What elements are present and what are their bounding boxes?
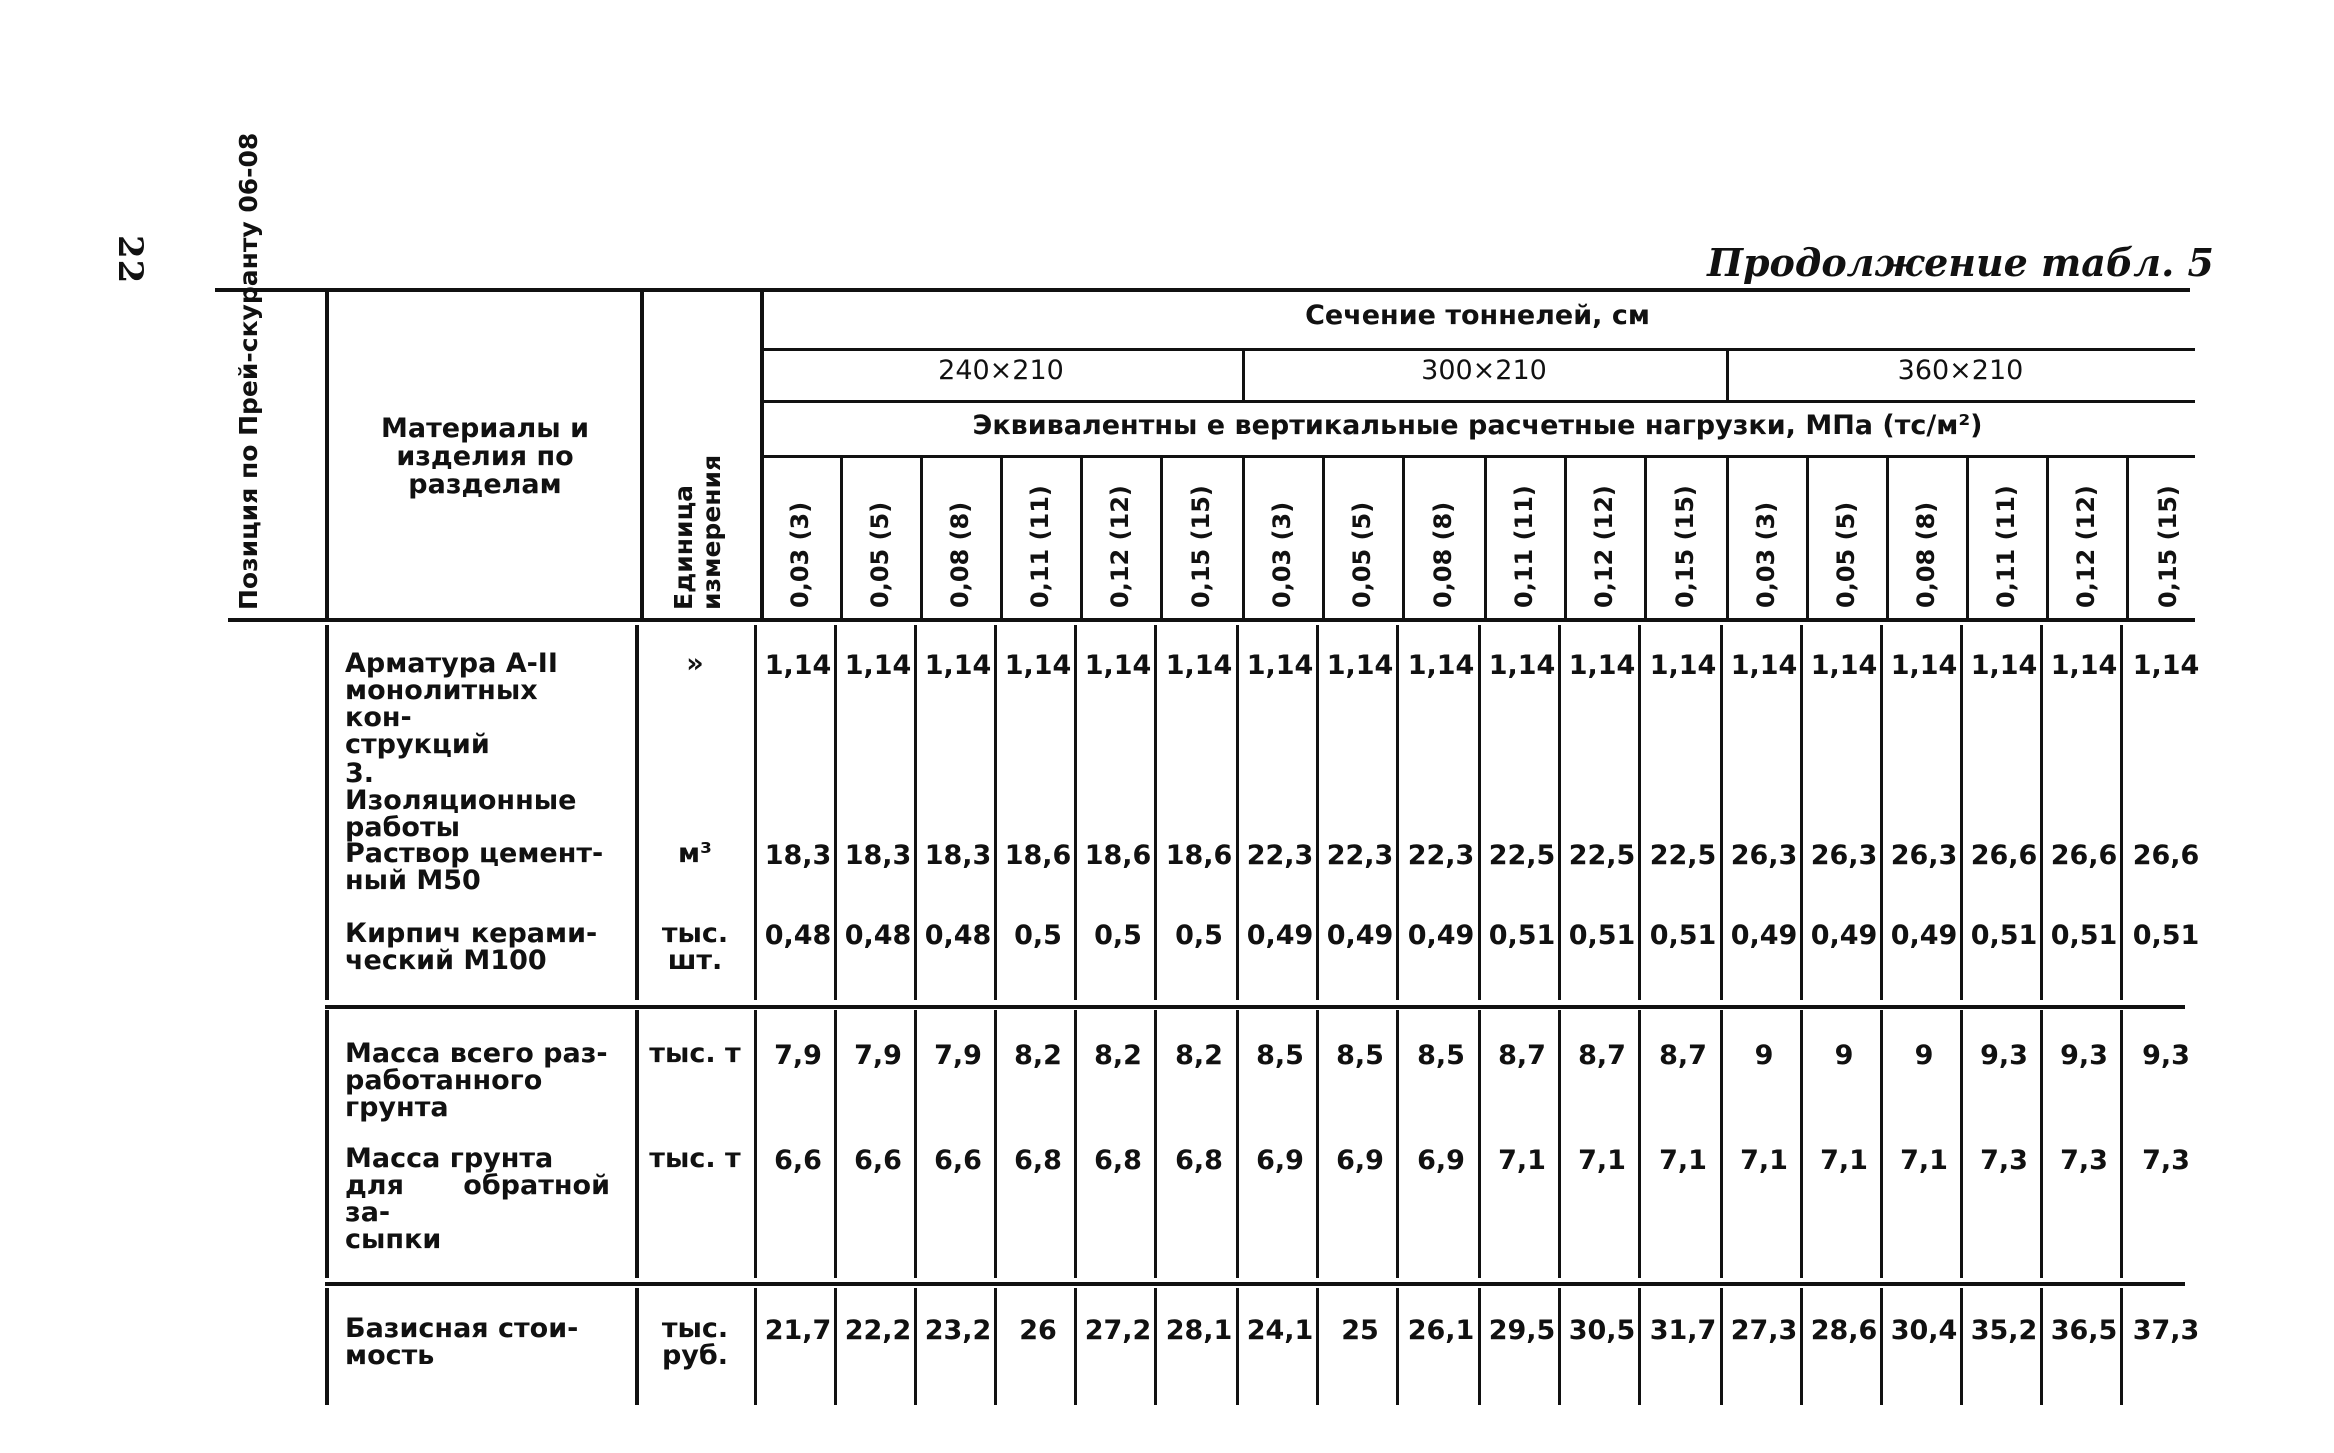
row-value-cell: 7,1 [1578, 1145, 1626, 1176]
column-divider [640, 292, 644, 618]
row-value-cell: 8,2 [1094, 1040, 1142, 1071]
column-divider [754, 625, 757, 1000]
row-value-cell: 8,5 [1336, 1040, 1384, 1071]
row-value-cell: 1,14 [924, 650, 992, 681]
row-value-cell: 0,51 [2132, 920, 2200, 951]
row-value-cell: 26,1 [1407, 1315, 1475, 1346]
row-value-cell: 7,1 [1900, 1145, 1948, 1176]
row-value-cell: 0,48 [764, 920, 832, 951]
row-value-cell: 8,2 [1175, 1040, 1223, 1071]
row-value-cell: 23,2 [924, 1315, 992, 1346]
column-divider [1322, 458, 1325, 618]
row-value-cell: 18,6 [1165, 840, 1233, 871]
row-value-cell: 18,6 [1004, 840, 1072, 871]
row-value-cell: 6,9 [1336, 1145, 1384, 1176]
header-load-value: 0,12 (12) [1106, 485, 1134, 608]
row-value-cell: 7,9 [934, 1040, 982, 1071]
column-divider [2126, 458, 2129, 618]
column-divider [635, 1010, 639, 1278]
row-unit: тыс. т [649, 1038, 741, 1069]
column-divider [1316, 1288, 1319, 1405]
column-divider [325, 625, 329, 1000]
rule-line [228, 618, 2195, 622]
row-value-cell: 1,14 [1246, 650, 1314, 681]
row-value-cell: 7,1 [1820, 1145, 1868, 1176]
column-divider [760, 292, 764, 618]
row-value-cell: 30,4 [1890, 1315, 1958, 1346]
row-value-cell: 9,3 [1980, 1040, 2028, 1071]
column-divider [1396, 1288, 1399, 1405]
header-group-2: 300×210 [1421, 355, 1547, 386]
row-value-cell: 22,5 [1488, 840, 1556, 871]
column-divider [840, 458, 843, 618]
row-value-cell: 7,3 [2060, 1145, 2108, 1176]
column-divider [325, 1288, 329, 1405]
column-divider [1806, 458, 1809, 618]
header-load-value: 0,15 (15) [2154, 485, 2182, 608]
column-divider [1074, 1288, 1077, 1405]
row-value-cell: 1,14 [2132, 650, 2200, 681]
row-value-cell: 18,3 [764, 840, 832, 871]
header-load-value: 0,15 (15) [1187, 485, 1215, 608]
row-unit: тыс. т [649, 1143, 741, 1174]
header-load-value: 0,05 (5) [866, 501, 894, 608]
header-load-value: 0,08 (8) [1429, 501, 1457, 608]
row-value-cell: 0,49 [1326, 920, 1394, 951]
header-load-value: 0,15 (15) [1671, 485, 1699, 608]
header-load-value: 0,05 (5) [1832, 501, 1860, 608]
header-materials: Материалы и изделия по разделам [380, 413, 590, 500]
row-value-cell: 0,51 [1488, 920, 1556, 951]
row-value-cell: 8,5 [1256, 1040, 1304, 1071]
row-value-cell: 1,14 [1810, 650, 1878, 681]
row-value-cell: 0,48 [924, 920, 992, 951]
column-divider [1160, 458, 1163, 618]
column-divider [635, 1288, 639, 1405]
row-value-cell: 0,5 [1175, 920, 1223, 951]
column-divider [1726, 458, 1729, 618]
row-material-name: Масса всего раз- работанного грунта [345, 1038, 608, 1123]
row-value-cell: 28,1 [1165, 1315, 1233, 1346]
row-value-cell: 7,3 [2142, 1145, 2190, 1176]
row-value-cell: 0,49 [1810, 920, 1878, 951]
row-value-cell: 9 [1754, 1040, 1774, 1071]
row-value-cell: 37,3 [2132, 1315, 2200, 1346]
row-material-name: Раствор цемент- ный М50 [345, 838, 604, 896]
row-value-cell: 8,2 [1014, 1040, 1062, 1071]
row-value-cell: 6,9 [1417, 1145, 1465, 1176]
column-divider [1880, 1288, 1883, 1405]
row-value-cell: 0,49 [1407, 920, 1475, 951]
row-value-cell: 7,1 [1659, 1145, 1707, 1176]
column-divider [754, 1010, 757, 1278]
row-value-cell: 25 [1341, 1315, 1379, 1346]
row-value-cell: 26,6 [1970, 840, 2038, 871]
header-load-value: 0,03 (3) [786, 501, 814, 608]
header-load-value: 0,03 (3) [1268, 501, 1296, 608]
row-value-cell: 9 [1834, 1040, 1854, 1071]
row-value-cell: 0,49 [1730, 920, 1798, 951]
column-divider [2120, 1288, 2123, 1405]
row-value-cell: 22,2 [844, 1315, 912, 1346]
row-value-cell: 1,14 [844, 650, 912, 681]
column-divider [1402, 458, 1405, 618]
row-value-cell: 18,6 [1084, 840, 1152, 871]
row-value-cell: 26,3 [1730, 840, 1798, 871]
row-value-cell: 1,14 [1890, 650, 1958, 681]
header-section-title: Сечение тоннелей, см [1305, 300, 1650, 331]
column-divider [1886, 458, 1889, 618]
header-group-3: 360×210 [1897, 355, 2024, 386]
row-value-cell: 1,14 [1407, 650, 1475, 681]
row-value-cell: 1,14 [1568, 650, 1636, 681]
row-value-cell: 0,51 [2050, 920, 2118, 951]
column-divider [1236, 1288, 1239, 1405]
header-position-column: Позиция по Прей-скуранту 06-08 [234, 132, 263, 610]
row-value-cell: 26,3 [1890, 840, 1958, 871]
column-divider [1644, 458, 1647, 618]
column-divider [635, 625, 639, 1000]
row-value-cell: 26,6 [2050, 840, 2118, 871]
header-load-value: 0,08 (8) [946, 501, 974, 608]
row-value-cell: 7,1 [1498, 1145, 1546, 1176]
column-divider [2040, 1288, 2043, 1405]
row-value-cell: 6,8 [1175, 1145, 1223, 1176]
row-value-cell: 29,5 [1488, 1315, 1556, 1346]
row-unit: » [686, 648, 704, 679]
row-value-cell: 22,3 [1326, 840, 1394, 871]
header-unit: Единица измерения [669, 454, 726, 610]
row-value-cell: 7,3 [1980, 1145, 2028, 1176]
row-unit: тыс. руб. [661, 1313, 729, 1371]
page-number: 22 [110, 235, 150, 285]
column-divider [1000, 458, 1003, 618]
row-value-cell: 26,3 [1810, 840, 1878, 871]
row-value-cell: 1,14 [1488, 650, 1556, 681]
row-value-cell: 22,3 [1407, 840, 1475, 871]
column-divider [1638, 1288, 1641, 1405]
row-value-cell: 6,8 [1094, 1145, 1142, 1176]
rule-line [215, 288, 2190, 292]
header-load-value: 0,11 (11) [1992, 485, 2020, 608]
row-value-cell: 6,9 [1256, 1145, 1304, 1176]
column-divider [325, 292, 329, 618]
row-value-cell: 6,8 [1014, 1145, 1062, 1176]
header-load-value: 0,08 (8) [1912, 501, 1940, 608]
row-value-cell: 6,6 [854, 1145, 902, 1176]
row-value-cell: 1,14 [1326, 650, 1394, 681]
header-load-value: 0,11 (11) [1026, 485, 1054, 608]
column-divider [1478, 1288, 1481, 1405]
header-load-value: 0,12 (12) [1590, 485, 1618, 608]
row-value-cell: 0,51 [1649, 920, 1717, 951]
row-value-cell: 7,9 [854, 1040, 902, 1071]
row-value-cell: 18,3 [924, 840, 992, 871]
row-value-cell: 9 [1914, 1040, 1934, 1071]
row-value-cell: 26 [1019, 1315, 1057, 1346]
row-value-cell: 1,14 [1004, 650, 1072, 681]
column-divider [1966, 458, 1969, 618]
row-value-cell: 6,6 [774, 1145, 822, 1176]
column-divider [994, 1288, 997, 1405]
row-material-name: Базисная стои- мость [345, 1313, 579, 1371]
row-value-cell: 0,49 [1890, 920, 1958, 951]
row-value-cell: 0,5 [1014, 920, 1062, 951]
row-value-cell: 24,1 [1246, 1315, 1314, 1346]
row-value-cell: 9,3 [2060, 1040, 2108, 1071]
row-material-name: 3. Изоляционные работы [345, 758, 577, 843]
row-value-cell: 26,6 [2132, 840, 2200, 871]
header-load-value: 0,11 (11) [1510, 485, 1538, 608]
row-value-cell: 22,3 [1246, 840, 1314, 871]
column-divider [754, 1288, 757, 1405]
row-value-cell: 21,7 [764, 1315, 832, 1346]
header-load-value: 0,05 (5) [1348, 501, 1376, 608]
column-divider [1564, 458, 1567, 618]
column-divider [1242, 458, 1245, 618]
header-load-value: 0,12 (12) [2072, 485, 2100, 608]
row-value-cell: 0,51 [1568, 920, 1636, 951]
row-value-cell: 28,6 [1810, 1315, 1878, 1346]
row-value-cell: 8,7 [1659, 1040, 1707, 1071]
row-value-cell: 1,14 [2050, 650, 2118, 681]
row-value-cell: 1,14 [1165, 650, 1233, 681]
row-material-name: Кирпич керами- ческий М100 [345, 918, 598, 976]
column-divider [1154, 1288, 1157, 1405]
row-unit: тыс. шт. [661, 918, 729, 976]
row-value-cell: 9,3 [2142, 1040, 2190, 1071]
row-value-cell: 1,14 [764, 650, 832, 681]
header-loads-title: Эквивалентны е вертикальные расчетные нагрузки, МПа (тс/м²) [972, 410, 1983, 441]
column-divider [325, 1010, 329, 1278]
header-load-value: 0,03 (3) [1752, 501, 1780, 608]
row-value-cell: 27,3 [1730, 1315, 1798, 1346]
row-value-cell: 0,49 [1246, 920, 1314, 951]
row-value-cell: 0,48 [844, 920, 912, 951]
rule-line [325, 1005, 2185, 1009]
column-divider [2046, 458, 2049, 618]
row-unit: м³ [678, 838, 712, 869]
row-value-cell: 0,5 [1094, 920, 1142, 951]
column-divider [1800, 1288, 1803, 1405]
rule-line [325, 1282, 2185, 1286]
row-value-cell: 27,2 [1084, 1315, 1152, 1346]
row-value-cell: 31,7 [1649, 1315, 1717, 1346]
row-value-cell: 8,7 [1498, 1040, 1546, 1071]
column-divider [914, 1288, 917, 1405]
row-value-cell: 35,2 [1970, 1315, 2038, 1346]
row-value-cell: 7,1 [1740, 1145, 1788, 1176]
row-value-cell: 18,3 [844, 840, 912, 871]
rule-line [760, 348, 2195, 351]
row-value-cell: 1,14 [1970, 650, 2038, 681]
row-value-cell: 22,5 [1568, 840, 1636, 871]
column-divider [834, 1288, 837, 1405]
row-value-cell: 22,5 [1649, 840, 1717, 871]
rule-line [760, 400, 2195, 403]
row-value-cell: 1,14 [1084, 650, 1152, 681]
row-value-cell: 0,51 [1970, 920, 2038, 951]
column-divider [1558, 1288, 1561, 1405]
column-divider [920, 458, 923, 618]
row-value-cell: 1,14 [1730, 650, 1798, 681]
column-divider [1484, 458, 1487, 618]
column-divider [1960, 1288, 1963, 1405]
header-group-1: 240×210 [938, 355, 1064, 386]
row-value-cell: 8,7 [1578, 1040, 1626, 1071]
row-material-name: Арматура А-II монолитных кон- струкций [345, 648, 558, 760]
row-value-cell: 36,5 [2050, 1315, 2118, 1346]
row-value-cell: 8,5 [1417, 1040, 1465, 1071]
row-material-name: Масса грунта для обратной за- сыпки [345, 1143, 610, 1255]
row-value-cell: 1,14 [1649, 650, 1717, 681]
row-value-cell: 6,6 [934, 1145, 982, 1176]
column-divider [1720, 1288, 1723, 1405]
continuation-caption: Продолжение табл. 5 [1707, 240, 2214, 285]
rule-line [760, 455, 2195, 458]
column-divider [1080, 458, 1083, 618]
row-value-cell: 30,5 [1568, 1315, 1636, 1346]
row-value-cell: 7,9 [774, 1040, 822, 1071]
